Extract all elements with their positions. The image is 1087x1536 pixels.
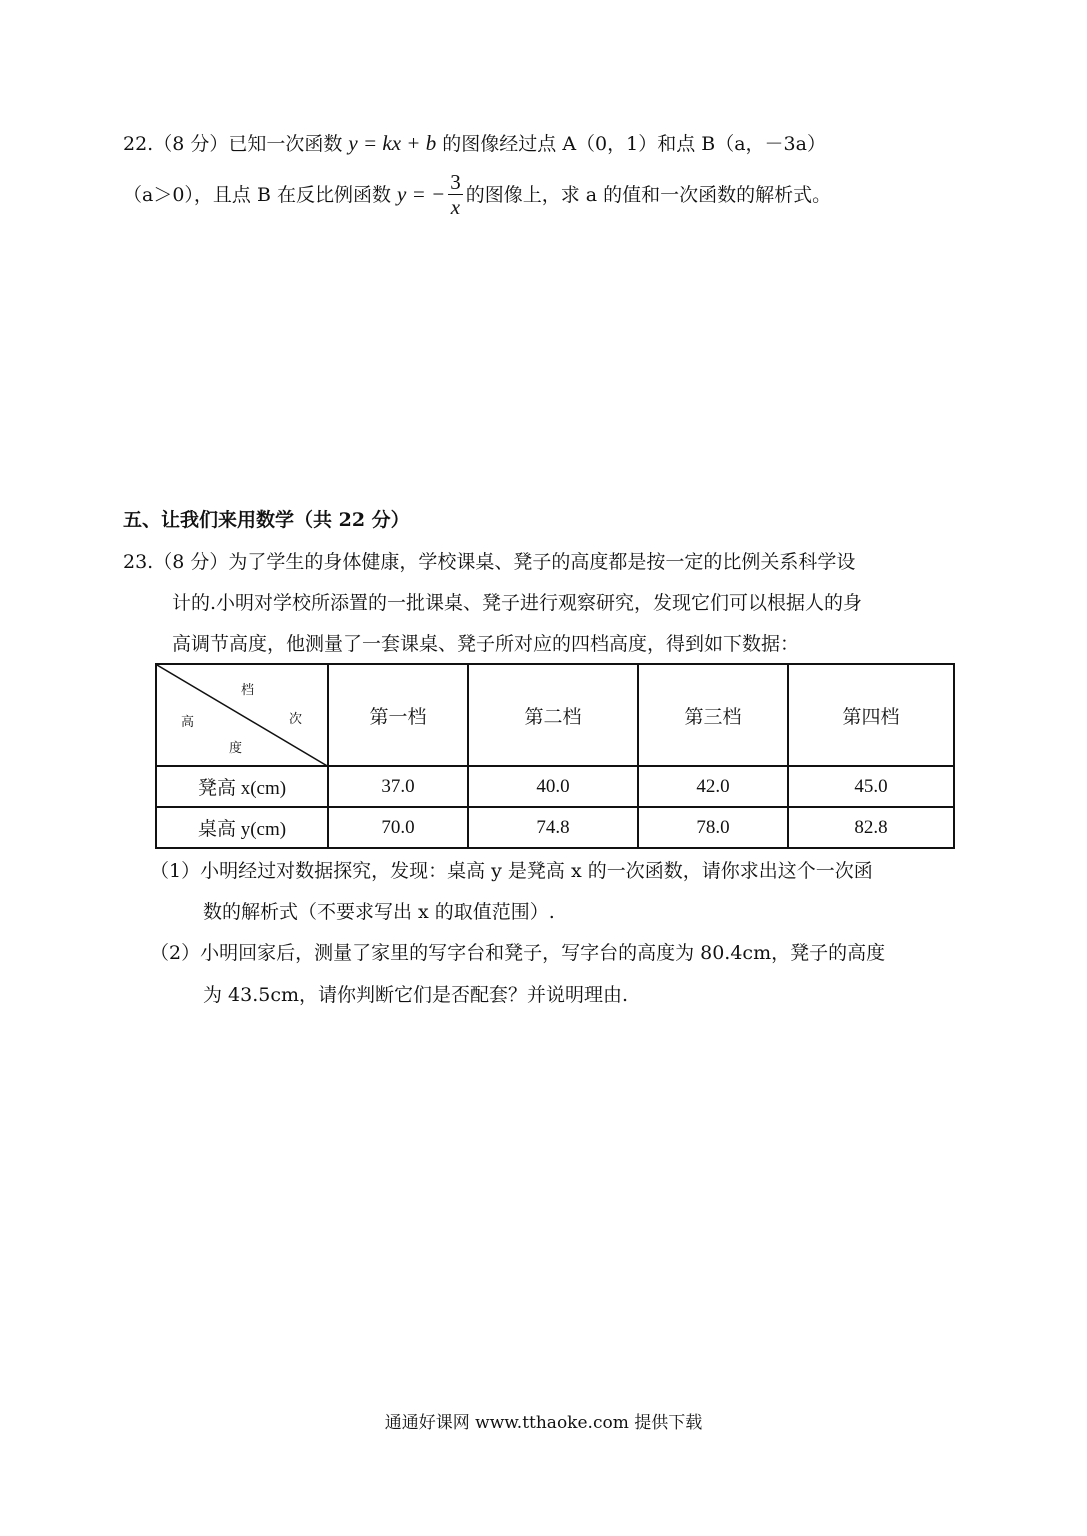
q23-score: （8 分） <box>153 551 229 573</box>
table-cell: 40.0 <box>468 766 638 807</box>
table-cell: 42.0 <box>638 766 788 807</box>
table-cell: 70.0 <box>328 807 468 848</box>
q23-part-1-line-2: 数的解析式（不要求写出 x 的取值范围）. <box>203 901 555 923</box>
row-label: 凳高 x(cm) <box>156 766 328 807</box>
q22-number: 22. <box>123 133 154 155</box>
table-row <box>156 807 954 848</box>
column-header: 第四档 <box>788 664 954 766</box>
q22-score: （8 分） <box>153 133 229 155</box>
corner-label-right: 次 <box>289 711 303 726</box>
q22-line-1 <box>123 131 826 156</box>
table-corner-cell <box>156 664 328 766</box>
q23-number: 23. <box>123 551 154 573</box>
q22-fraction-denominator: x <box>450 194 461 219</box>
corner-label-top: 档 <box>241 682 255 697</box>
q23-text-line-3: 高调节高度，他测量了一套课桌、凳子所对应的四档高度，得到如下数据： <box>172 633 800 655</box>
q22-condition: （a＞0），且点 B 在反比例函数 <box>123 184 391 206</box>
page-footer: 通通好课网 www.tthaoke.com 提供下载 <box>384 1413 703 1433</box>
q22-text-a: 已知一次函数 <box>228 133 343 155</box>
column-header: 第三档 <box>638 664 788 766</box>
corner-label-bottom: 度 <box>229 740 243 755</box>
q22-line-2 <box>123 166 831 223</box>
table-cell: 82.8 <box>788 807 954 848</box>
q22-fraction <box>448 170 463 219</box>
q23-part-2-line-1: （2）小明回家后，测量了家里的写字台和凳子，写字台的高度为 80.4cm，凳子的高度 <box>150 942 886 964</box>
table-cell: 37.0 <box>328 766 468 807</box>
q22-formula-linear: y = kx + b <box>348 131 437 155</box>
q23-text-line-2: 计的.小明对学校所添置的一批课桌、凳子进行观察研究，发现它们可以根据人的身 <box>172 592 863 614</box>
column-header: 第一档 <box>328 664 468 766</box>
height-data-table <box>155 663 955 849</box>
section-5-title: 五、让我们来用数学（共 22 分） <box>123 509 410 531</box>
column-header: 第二档 <box>468 664 638 766</box>
corner-label-left: 高 <box>181 714 195 729</box>
table-row <box>156 766 954 807</box>
q23-part-2-line-2: 为 43.5cm，请你判断它们是否配套？并说明理由. <box>203 984 629 1006</box>
row-label: 桌高 y(cm) <box>156 807 328 848</box>
q23-line-1 <box>123 550 855 574</box>
q22-fraction-numerator: 3 <box>450 169 461 194</box>
q22-text-c: 的图像上，求 a 的值和一次函数的解析式。 <box>465 184 832 206</box>
q22-text-b: 的图像经过点 A（0，1）和点 B（a，－3a） <box>442 133 826 155</box>
q22-formula-inverse-prefix: y = − <box>397 182 446 206</box>
table-cell: 78.0 <box>638 807 788 848</box>
table-cell: 74.8 <box>468 807 638 848</box>
table-header-row <box>156 664 954 766</box>
table-cell: 45.0 <box>788 766 954 807</box>
q23-part-1-line-1: （1）小明经过对数据探究，发现：桌高 y 是凳高 x 的一次函数，请你求出这个一次函 <box>150 860 873 882</box>
q23-text-line-1: 为了学生的身体健康，学校课桌、凳子的高度都是按一定的比例关系科学设 <box>228 551 856 573</box>
